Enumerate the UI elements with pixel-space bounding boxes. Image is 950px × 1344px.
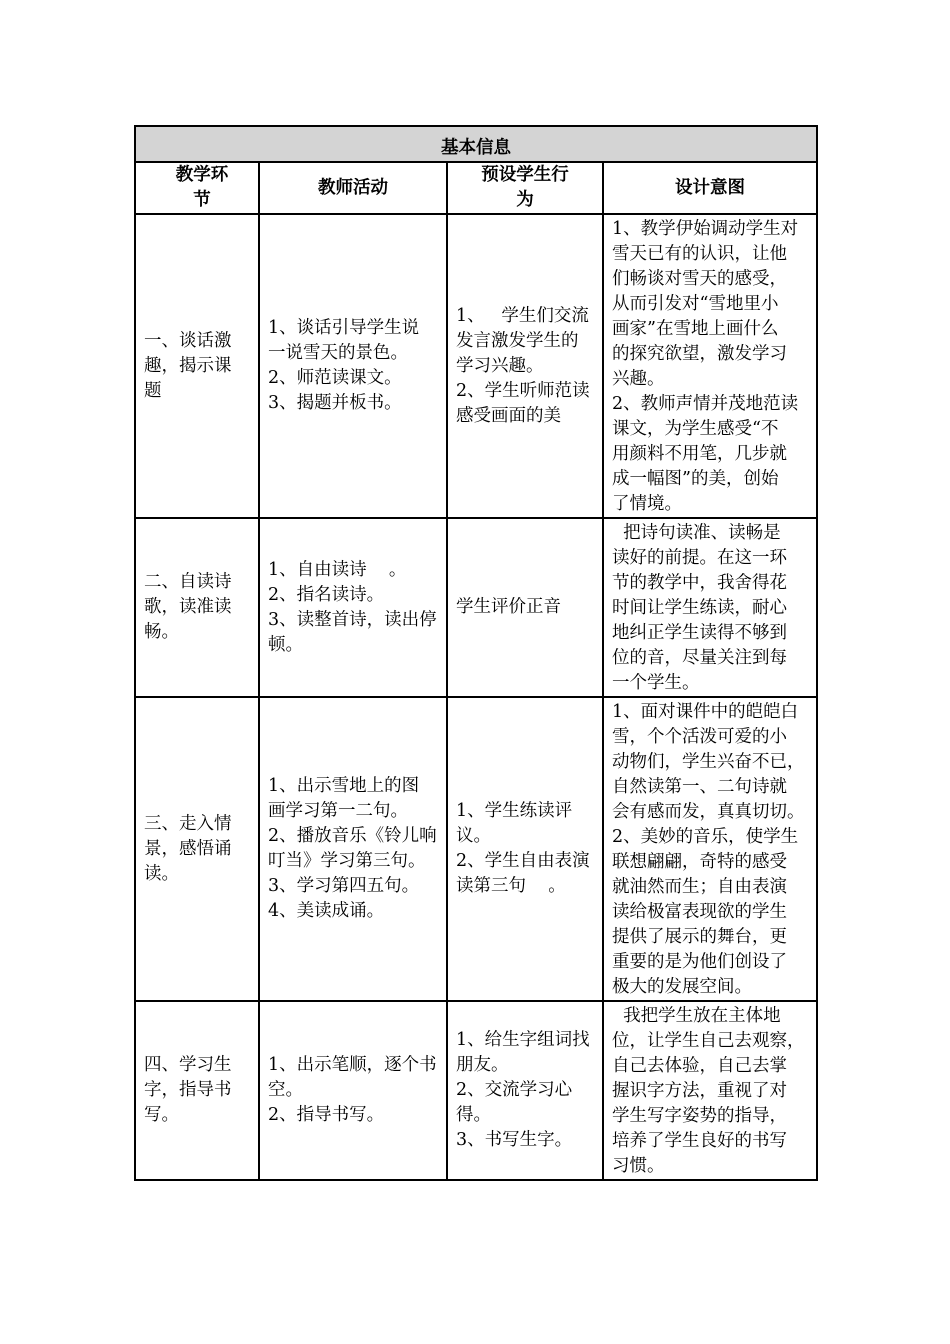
intent-text-line: 画家”在雪地上画什么	[612, 319, 779, 339]
teacher-text-line: 1、谈话引导学生说	[268, 318, 420, 338]
student-text-line: 1、 学生们交流	[456, 305, 589, 326]
stage-cell	[135, 518, 259, 697]
student-text-line: 3、书写生字。	[456, 1130, 573, 1150]
intent-text-line: 雪天已有的认识，让他	[612, 244, 787, 264]
stage-text-line: 二、自读诗	[144, 572, 232, 592]
intent-text-line: 读好的前提。在这一环	[612, 548, 787, 568]
intent-cell	[603, 697, 817, 1001]
intent-text-line: 一个学生。	[612, 673, 700, 693]
teacher-text-line: 2、播放音乐《铃儿响	[268, 826, 437, 846]
student-text-line: 1、学生练读评	[456, 801, 573, 821]
stage-text-line: 写。	[144, 1105, 179, 1125]
teacher-text-line: 叮当》学习第三句。	[268, 851, 426, 871]
stage-text-line: 趣，揭示课	[144, 355, 232, 376]
header-intent: 设计意图	[603, 162, 817, 214]
teacher-text-line: 1、出示笔顺，逐个书	[268, 1055, 437, 1075]
student-text-line: 2、交流学习心	[456, 1080, 573, 1100]
intent-text-line: 时间让学生练读，耐心	[612, 598, 787, 618]
student-cell	[447, 1001, 603, 1180]
intent-text-line: 就油然而生；自由表演	[612, 877, 787, 897]
intent-text-line: 的探究欲望，激发学习	[612, 344, 787, 364]
student-text-line: 学习兴趣。	[456, 355, 544, 376]
table-title: 基本信息	[135, 126, 817, 162]
stage-text-line: 一、谈话激	[144, 330, 232, 351]
student-text-line: 读第三句 。	[456, 876, 566, 896]
teacher-text-line: 4、美读成诵。	[268, 901, 385, 921]
intent-text-line: 雪，个个活泼可爱的小	[612, 727, 787, 747]
intent-text-line: 了情境。	[612, 494, 682, 514]
teacher-text-line: 1、自由读诗 。	[268, 559, 407, 580]
intent-text-line: 握识字方法，重视了对	[612, 1081, 787, 1101]
intent-text-line: 重要的是为他们创设了	[612, 952, 787, 972]
student-cell	[447, 518, 603, 697]
student-cell	[447, 697, 603, 1001]
table-row	[135, 518, 817, 697]
student-text-line: 感受画面的美	[456, 405, 561, 426]
intent-text-line: 2、教师声情并茂地范读	[612, 394, 799, 414]
table-row	[135, 1001, 817, 1180]
intent-text-line: 位的音，尽量关注到每	[612, 648, 787, 668]
teacher-text-line: 一说雪天的景色。	[268, 343, 408, 363]
intent-text-line: 课文，为学生感受“不	[612, 419, 779, 439]
intent-text-line: 学生写字姿势的指导，	[612, 1106, 787, 1126]
header-row	[135, 162, 817, 214]
stage-text-line: 景，感悟诵	[144, 838, 232, 859]
intent-text-line: 自己去体验，自己去掌	[612, 1056, 787, 1076]
stage-text-line: 字，指导书	[144, 1080, 232, 1100]
intent-text-line: 从而引发对“雪地里小	[612, 294, 779, 314]
teacher-text-line: 顿。	[268, 634, 303, 655]
intent-text-line: 读给极富表现欲的学生	[612, 902, 787, 922]
intent-text-line: 极大的发展空间。	[612, 977, 752, 997]
stage-cell	[135, 1001, 259, 1180]
table-row	[135, 697, 817, 1001]
teacher-text-line: 2、师范读课文。	[268, 368, 402, 388]
intent-text-line: 习惯。	[612, 1156, 665, 1176]
student-text-line: 发言激发学生的	[456, 330, 579, 351]
stage-text-line: 三、走入情	[144, 813, 232, 834]
stage-text-line: 歌，读准读	[144, 597, 232, 617]
student-text-line: 1、给生字组词找	[456, 1030, 590, 1050]
intent-text-line: 会有感而发，真真切切。	[612, 802, 805, 822]
teacher-text-line: 3、学习第四五句。	[268, 876, 420, 896]
intent-text-line: 培养了学生良好的书写	[612, 1131, 787, 1151]
stage-cell	[135, 697, 259, 1001]
stage-text-line: 四、学习生	[144, 1055, 232, 1075]
intent-text-line: 联想翩翩，奇特的感受	[612, 852, 787, 872]
intent-text-line: 成一幅图”的美，创始	[612, 469, 779, 489]
teacher-text-line: 2、指名读诗。	[268, 584, 385, 605]
student-text-line: 得。	[456, 1105, 491, 1125]
student-cell	[447, 214, 603, 518]
intent-text-line: 们畅谈对雪天的感受，	[612, 269, 787, 289]
header-student: 预设学生行 为	[447, 162, 603, 214]
header-teacher: 教师活动	[259, 162, 447, 214]
intent-text-line: 位，让学生自己去观察，	[612, 1031, 805, 1051]
intent-text-line: 提供了展示的舞台，更	[612, 927, 787, 947]
intent-cell	[603, 1001, 817, 1180]
header-stage: 教学环 节	[135, 162, 259, 214]
teacher-text-line: 画学习第一二句。	[268, 801, 408, 821]
student-text-line: 朋友。	[456, 1055, 509, 1075]
student-text-line: 学生评价正音	[456, 597, 561, 617]
teacher-cell	[259, 518, 447, 697]
teacher-cell	[259, 214, 447, 518]
teacher-cell	[259, 1001, 447, 1180]
stage-cell	[135, 214, 259, 518]
intent-text-line: 我把学生放在主体地	[612, 1006, 781, 1026]
intent-cell	[603, 518, 817, 697]
intent-text-line: 兴趣。	[612, 369, 665, 389]
intent-text-line: 用颜料不用笔，几步就	[612, 444, 787, 464]
intent-text-line: 1、面对课件中的皑皑白	[612, 702, 799, 722]
stage-text-line: 读。	[144, 863, 179, 884]
teacher-text-line: 3、揭题并板书。	[268, 393, 402, 413]
intent-text-line: 动物们，学生兴奋不已，	[612, 752, 805, 772]
lesson-plan-table	[134, 125, 818, 1181]
intent-cell	[603, 214, 817, 518]
teacher-cell	[259, 697, 447, 1001]
intent-text-line: 把诗句读准、读畅是	[612, 523, 781, 543]
teacher-text-line: 1、出示雪地上的图	[268, 776, 420, 796]
intent-text-line: 1、教学伊始调动学生对	[612, 219, 799, 239]
student-text-line: 议。	[456, 826, 491, 846]
intent-text-line: 2、美妙的音乐，使学生	[612, 827, 799, 847]
teacher-text-line: 2、指导书写。	[268, 1105, 385, 1125]
intent-text-line: 节的教学中，我舍得花	[612, 573, 787, 593]
table-row	[135, 214, 817, 518]
stage-text-line: 畅。	[144, 622, 179, 642]
intent-text-line: 地纠正学生读得不够到	[612, 623, 787, 643]
stage-text-line: 题	[144, 380, 162, 401]
intent-text-line: 自然读第一、二句诗就	[612, 777, 787, 797]
student-text-line: 2、学生自由表演	[456, 851, 590, 871]
teacher-text-line: 空。	[268, 1080, 303, 1100]
teacher-text-line: 3、读整首诗，读出停	[268, 609, 437, 630]
student-text-line: 2、学生听师范读	[456, 380, 590, 401]
